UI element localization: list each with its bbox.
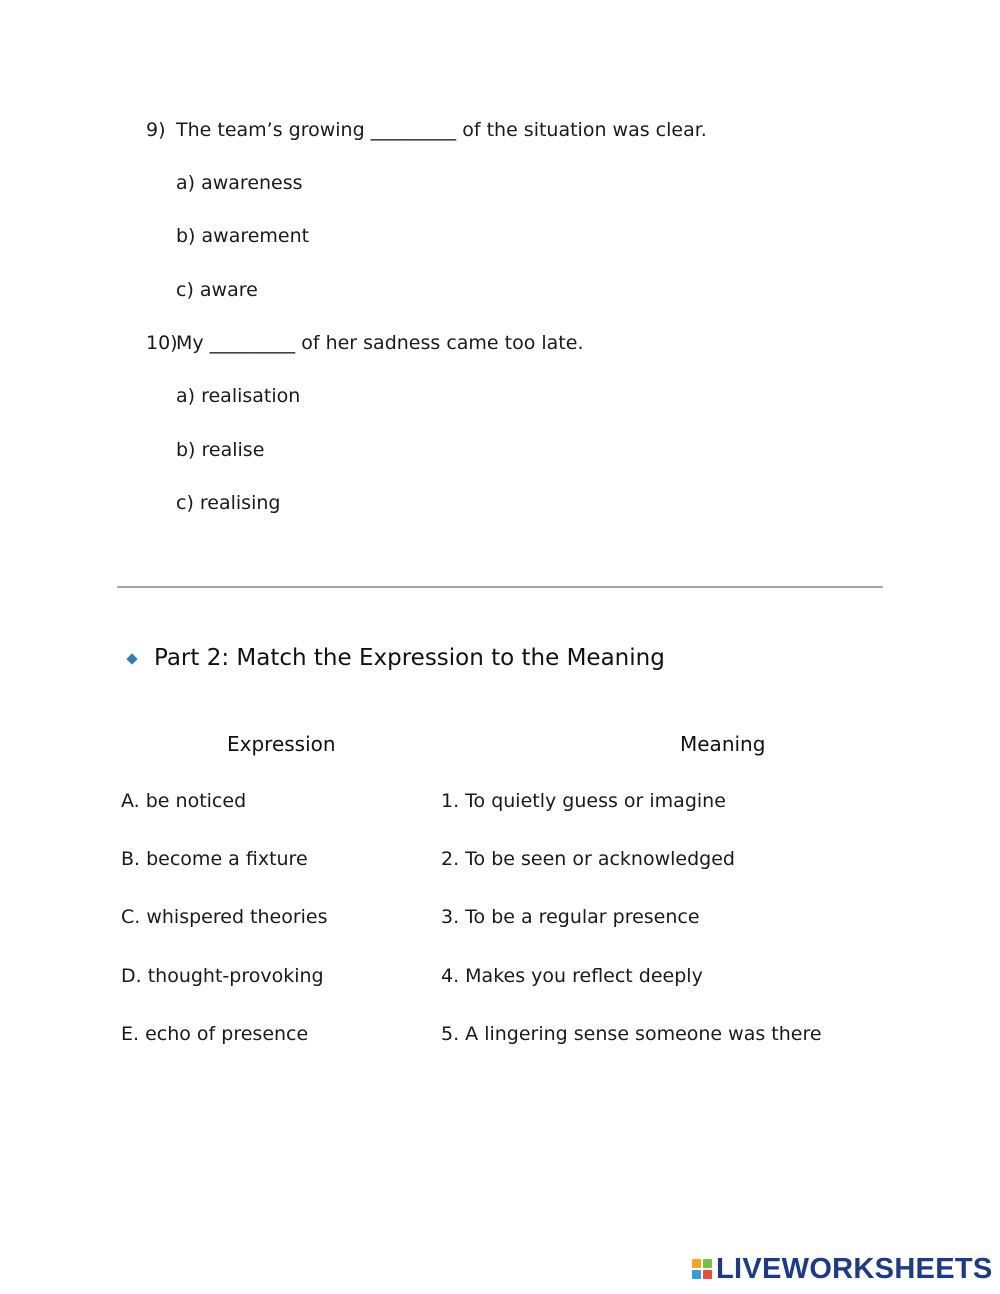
meaning-2[interactable]: 2. To be seen or acknowledged xyxy=(441,848,735,870)
liveworksheets-logo xyxy=(692,1254,993,1284)
question-9-option-c[interactable]: c) aware xyxy=(176,279,258,301)
meaning-5[interactable]: 5. A lingering sense someone was there xyxy=(441,1023,822,1045)
question-10-number: 10) xyxy=(146,332,178,354)
meaning-1[interactable]: 1. To quietly guess or imagine xyxy=(441,790,726,812)
question-10-text: My _________ of her sadness came too late. xyxy=(176,332,584,354)
question-9-option-a[interactable]: a) awareness xyxy=(176,172,303,194)
question-9-text: The team’s growing _________ of the situation was clear. xyxy=(176,119,707,141)
question-10-option-a[interactable]: a) realisation xyxy=(176,385,301,407)
expression-column-header: Expression xyxy=(227,732,336,756)
part-2-title-prefix: Part 2: xyxy=(154,645,230,671)
part-2-title xyxy=(154,645,665,671)
part-2-title-main: Match the Expression to the Meaning xyxy=(236,645,665,671)
meaning-3[interactable]: 3. To be a regular presence xyxy=(441,906,700,928)
meaning-4[interactable]: 4. Makes you reflect deeply xyxy=(441,965,703,987)
expression-b[interactable]: B. become a fixture xyxy=(121,848,308,870)
question-10-option-b[interactable]: b) realise xyxy=(176,439,265,461)
expression-e[interactable]: E. echo of presence xyxy=(121,1023,309,1045)
logo-text: LIVEWORKSHEETS xyxy=(716,1252,993,1285)
question-9-number: 9) xyxy=(146,119,166,141)
logo-block xyxy=(692,1270,701,1279)
expression-a[interactable]: A. be noticed xyxy=(121,790,247,812)
question-10-option-c[interactable]: c) realising xyxy=(176,492,281,514)
logo-block xyxy=(703,1270,712,1279)
meaning-column-header: Meaning xyxy=(680,732,766,756)
diamond-bullet-icon xyxy=(126,653,137,664)
logo-block xyxy=(692,1259,701,1268)
section-divider xyxy=(117,586,883,588)
expression-d[interactable]: D. thought-provoking xyxy=(121,965,324,987)
logo-block xyxy=(703,1259,712,1268)
question-9-option-b[interactable]: b) awarement xyxy=(176,225,310,247)
expression-c[interactable]: C. whispered theories xyxy=(121,906,328,928)
logo-blocks-icon xyxy=(692,1259,712,1279)
